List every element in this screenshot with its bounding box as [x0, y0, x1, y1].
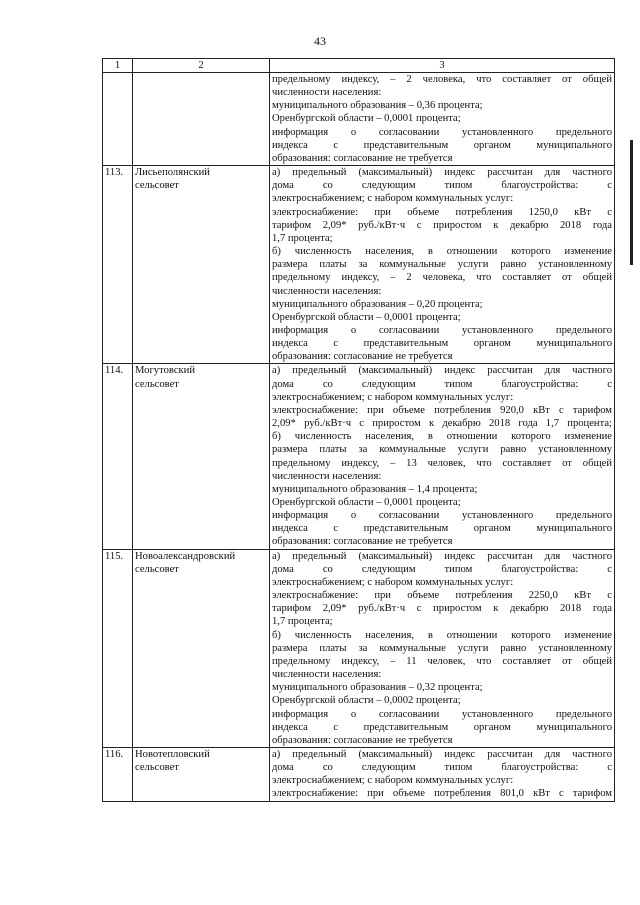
- table-header-row: [103, 59, 615, 73]
- table-row: [103, 549, 615, 747]
- description-line: 2,09* руб./кВт·ч с приростом к декабрю 2018 года 1,7 процента;: [272, 418, 612, 430]
- index-description: [270, 549, 615, 747]
- description-line: дома со следующим типом благоустройства: с: [272, 563, 612, 575]
- municipality-name-line: Могутовский: [135, 365, 196, 377]
- description-line: индекса с представительным органом муниципального: [272, 523, 612, 535]
- municipality-name-line: сельсовет: [135, 378, 179, 390]
- description-line: тарифом 2,09* руб./кВт·ч с приростом к декабрю 2018 года: [272, 219, 612, 231]
- description-line: численности населения:: [272, 470, 382, 482]
- description-line: б) численность населения, в отношении которого изменение: [272, 629, 612, 641]
- description-line: электроснабжением; с набором коммунальных услуг:: [272, 775, 514, 787]
- description-line: муниципального образования – 0,20 процента;: [272, 298, 483, 310]
- description-line: а) предельный (максимальный) индекс рассчитан для частного: [272, 365, 612, 377]
- row-number: 113.: [103, 166, 133, 364]
- description-line: б) численность населения, в отношении которого изменение: [272, 431, 612, 443]
- description-line: электроснабжением; с набором коммунальных услуг:: [272, 391, 514, 403]
- municipality-name: [133, 747, 270, 801]
- description-line: а) предельный (максимальный) индекс рассчитан для частного: [272, 550, 612, 562]
- description-line: электроснабжением; с набором коммунальных услуг:: [272, 193, 514, 205]
- indices-table: [102, 58, 615, 802]
- description-line: 1,7 процента;: [272, 232, 333, 244]
- table-row: [103, 166, 615, 364]
- municipality-name-line: Новоалександровский: [135, 550, 236, 562]
- row-number: 116.: [103, 747, 133, 801]
- description-line: размера платы за коммунальные услуги равно установленному: [272, 444, 612, 456]
- description-line: размера платы за коммунальные услуги равно установленному: [272, 642, 612, 654]
- page-number: 43: [314, 34, 326, 48]
- description-line: информация о согласовании установленного предельного: [272, 324, 612, 336]
- municipality-name: [133, 364, 270, 549]
- description-line: Оренбургской области – 0,0001 процента;: [272, 311, 461, 323]
- description-line: электроснабжение: при объеме потребления 1250,0 кВт с: [272, 206, 612, 218]
- municipality-name-line: Новотепловский: [135, 748, 210, 760]
- description-line: численности населения:: [272, 87, 382, 99]
- description-line: электроснабжение: при объеме потребления 920,0 кВт с тарифом: [272, 404, 612, 416]
- description-line: индекса с представительным органом муниципального: [272, 721, 612, 733]
- description-line: 1,7 процента;: [272, 616, 333, 628]
- table-row: [103, 364, 615, 549]
- column-header-number: 1: [103, 59, 133, 73]
- description-line: муниципального образования – 0,32 процента;: [272, 682, 483, 694]
- description-line: дома со следующим типом благоустройства: с: [272, 180, 612, 192]
- index-description: [270, 166, 615, 364]
- column-header-name: 2: [133, 59, 270, 73]
- municipality-name-line: сельсовет: [135, 762, 179, 774]
- description-line: Оренбургской области – 0,0002 процента;: [272, 695, 461, 707]
- description-line: информация о согласовании установленного предельного: [272, 708, 612, 720]
- description-line: муниципального образования – 0,36 процента;: [272, 100, 483, 112]
- margin-bar: [630, 140, 633, 265]
- municipality-name: [133, 166, 270, 364]
- table-row: [103, 73, 615, 166]
- index-description: [270, 747, 615, 801]
- description-line: образования: согласование не требуется: [272, 152, 453, 164]
- description-line: дома со следующим типом благоустройства: с: [272, 762, 612, 774]
- description-line: тарифом 2,09* руб./кВт·ч с приростом к декабрю 2018 года: [272, 603, 612, 615]
- description-line: а) предельный (максимальный) индекс рассчитан для частного: [272, 167, 612, 179]
- description-line: предельному индексу, – 2 человека, что составляет от общей: [272, 272, 612, 284]
- description-line: предельному индексу, – 13 человек, что составляет от общей: [272, 457, 612, 469]
- description-line: численности населения:: [272, 669, 382, 681]
- description-line: предельному индексу, – 11 человек, что составляет от общей: [272, 655, 612, 667]
- index-description: [270, 364, 615, 549]
- description-line: образования: согласование не требуется: [272, 351, 453, 363]
- description-line: электроснабжение: при объеме потребления 2250,0 кВт с: [272, 590, 612, 602]
- description-line: дома со следующим типом благоустройства: с: [272, 378, 612, 390]
- description-line: индекса с представительным органом муниципального: [272, 338, 612, 350]
- municipality-name: [133, 549, 270, 747]
- row-number: 114.: [103, 364, 133, 549]
- description-line: муниципального образования – 1,4 процента;: [272, 483, 478, 495]
- index-description: [270, 73, 615, 166]
- description-line: б) численность населения, в отношении которого изменение: [272, 246, 612, 258]
- description-line: Оренбургской области – 0,0001 процента;: [272, 113, 461, 125]
- description-line: электроснабжение: при объеме потребления 801,0 кВт с тарифом: [272, 788, 612, 800]
- description-line: образования: согласование не требуется: [272, 734, 453, 746]
- column-header-description: 3: [270, 59, 615, 73]
- municipality-name-line: Лисьеполянский: [135, 167, 210, 179]
- table-row: [103, 747, 615, 801]
- description-line: электроснабжением; с набором коммунальных услуг:: [272, 576, 514, 588]
- municipality-name-line: сельсовет: [135, 180, 179, 192]
- municipality-name-line: сельсовет: [135, 563, 179, 575]
- description-line: численности населения:: [272, 285, 382, 297]
- description-line: информация о согласовании установленного предельного: [272, 510, 612, 522]
- description-line: Оренбургской области – 0,0001 процента;: [272, 497, 461, 508]
- municipality-name: [133, 73, 270, 166]
- description-line: предельному индексу, – 2 человека, что составляет от общей: [272, 74, 612, 85]
- description-line: образования: согласование не требуется: [272, 536, 453, 548]
- row-number: 115.: [103, 549, 133, 747]
- description-line: индекса с представительным органом муниципального: [272, 139, 612, 151]
- description-line: размера платы за коммунальные услуги равно установленному: [272, 259, 612, 271]
- row-number: [103, 73, 133, 166]
- description-line: а) предельный (максимальный) индекс рассчитан для частного: [272, 748, 612, 760]
- description-line: информация о согласовании установленного предельного: [272, 126, 612, 138]
